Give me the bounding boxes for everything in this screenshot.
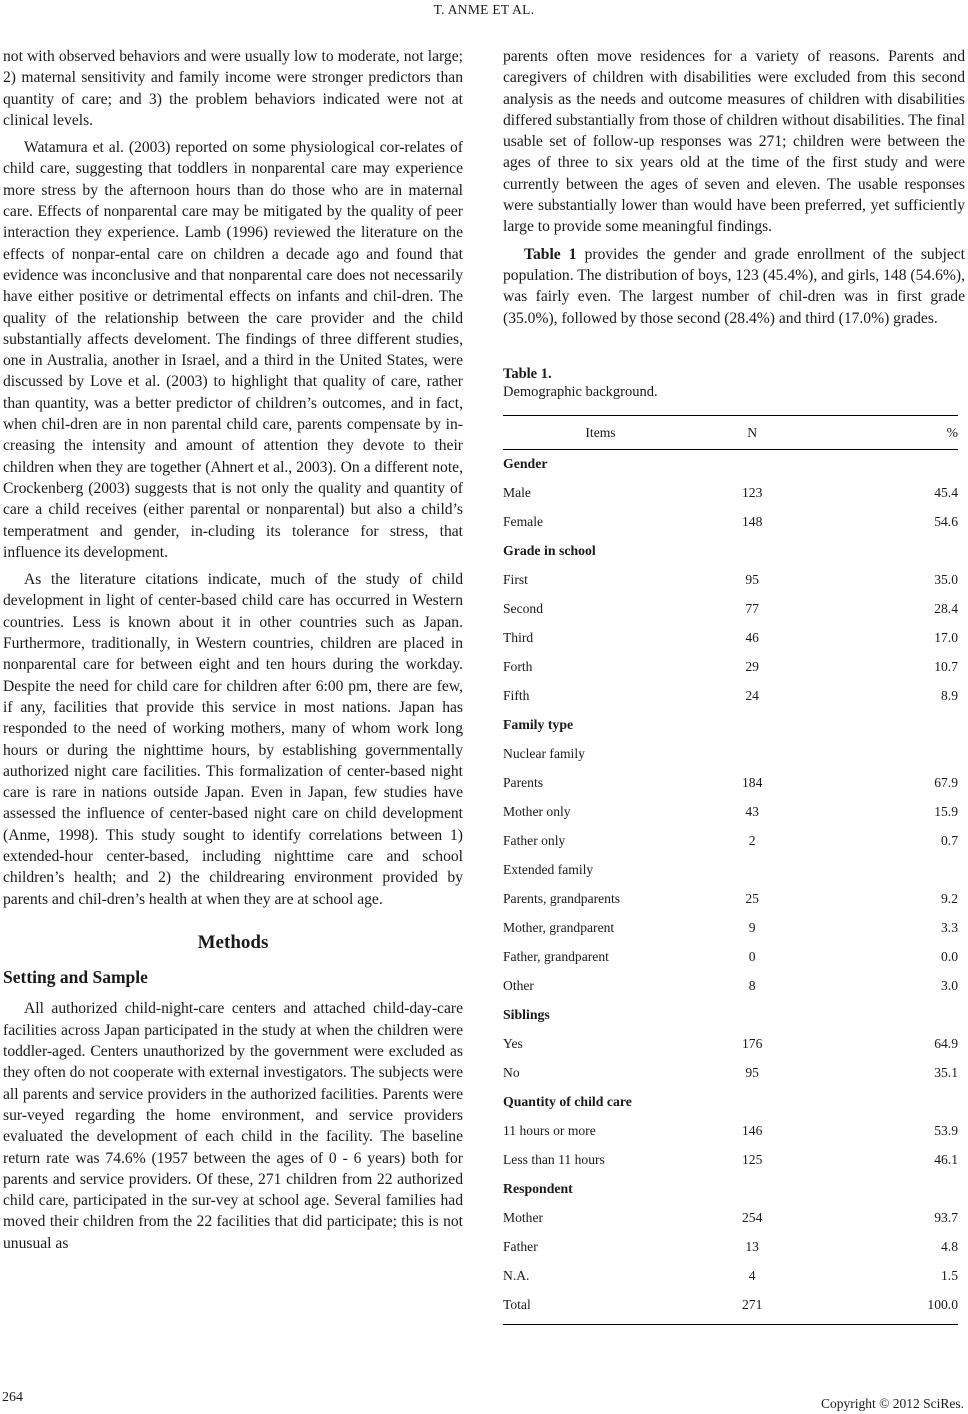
- page-number: 264: [2, 1390, 23, 1405]
- row-label: Father, grandparent: [503, 948, 609, 964]
- row-label: Mother, grandparent: [503, 919, 615, 935]
- row-percent: 17.0: [934, 629, 958, 645]
- row-percent: 35.1: [934, 1064, 958, 1080]
- row-n: 77: [745, 600, 759, 616]
- table-row: [503, 943, 958, 972]
- table-row: [503, 914, 958, 943]
- row-label: Female: [503, 513, 544, 529]
- table-label: Table 1.: [503, 365, 552, 382]
- header-items: Items: [503, 415, 698, 449]
- row-label: First: [503, 571, 528, 587]
- row-label: Father: [503, 1238, 538, 1254]
- row-percent: 4.8: [941, 1238, 958, 1254]
- table-row: [503, 624, 958, 653]
- table-reference: Table 1: [524, 245, 577, 263]
- row-label: Total: [503, 1291, 698, 1325]
- row-percent: 45.4: [934, 484, 958, 500]
- row-percent: 10.7: [934, 658, 958, 674]
- table-row: [503, 1233, 958, 1262]
- row-percent: 0.0: [941, 948, 958, 964]
- table-row: [503, 595, 958, 624]
- row-percent: 3.3: [941, 919, 958, 935]
- row-n: 95: [745, 1064, 759, 1080]
- row-percent: 1.5: [941, 1267, 958, 1283]
- table-row: [503, 1146, 958, 1175]
- table-row: [503, 827, 958, 856]
- body-paragraph: Watamura et al. (2003) reported on some physiological cor-relates of child care, suggesting that toddlers in nonparental care may experience more stress by the afternoon hours than do those who are in maternal care. Effects of nonparental care may be mitigated by the quality of peer interaction they experience. Lamb (1996) reviewed the literature on the effects of nonpar-ental care on children a decade ago and found that evidence was inconclusive and that nonparental care does not necessarily have either positive or detrimental effects on infants and chil-dren. The quality of the relationship between the care provider and the child substantially affects develoment. The findings of three different studies, one in Australia, another in Israel, and a third in the United States, were discussed by Love et al. (2003) to highlight that quality of care, rather than quantity, was a better predictor of children’s outcomes, and in fact, when chil-dren are in non parental child care, parents compensate by in-creasing the intensity and amount of attention they devote to their children when they are together (Ahnert et al., 2003). On a different note, Crockenberg (2003) suggests that is not only the quality and quantity of care a child receives (either parental or nonparental) but also a child’s temperatment and gender, in-cluding its tolerance for stress, that influence its development.: [3, 139, 463, 561]
- row-n: 8: [748, 977, 756, 993]
- row-percent: 64.9: [934, 1035, 958, 1051]
- row-label: Yes: [503, 1035, 523, 1051]
- row-percent: 93.7: [934, 1209, 958, 1225]
- row-label: Forth: [503, 658, 533, 674]
- category-row: [503, 449, 958, 479]
- running-head: T. ANME ET AL.: [433, 2, 535, 17]
- subgroup-label: Extended family: [503, 861, 594, 877]
- row-n: 148: [741, 513, 763, 529]
- row-n: 24: [745, 687, 759, 703]
- total-row: [503, 1291, 958, 1325]
- table-header-row: [503, 415, 958, 449]
- row-label: Less than 11 hours: [503, 1151, 605, 1167]
- row-percent: 54.6: [934, 513, 958, 529]
- body-paragraph: not with observed behaviors and were usually low to moderate, not large; 2) maternal sensitivity and family income were stronger predictors than quantity of care; and 3) the problem behaviors indicated were not at clinical levels.: [3, 48, 463, 129]
- right-column: [503, 46, 965, 1325]
- row-n: 0: [748, 948, 756, 964]
- row-percent: 35.0: [934, 571, 958, 587]
- body-paragraph: [503, 244, 965, 329]
- subgroup-label: Nuclear family: [503, 745, 585, 761]
- body-paragraph: parents often move residences for a variety of reasons. Parents and caregivers of children with disabilities were excluded from this second analysis as the needs and outcome measures of children with disabilities differed substantially from those of children without disabilities. The final usable set of follow-up responses was 271; children were between the ages of three to six years old at the time of the first study and were currently between the ages of seven and eleven. The usable responses were substantially lower than would have been preferred, yet sufficiently large to provide some meaningful findings.: [503, 48, 965, 236]
- header-n: N: [698, 415, 806, 449]
- demographic-table: [503, 415, 958, 1325]
- row-percent: 28.4: [934, 600, 958, 616]
- row-label: Other: [503, 977, 534, 993]
- section-heading-methods: Methods: [197, 931, 269, 953]
- table-row: [503, 1059, 958, 1088]
- category-row: [503, 711, 958, 740]
- table-row: [503, 972, 958, 1001]
- row-label: Second: [503, 600, 544, 616]
- body-paragraph: As the literature citations indicate, much of the study of child development in light of center-based child care has occurred in Western countries. Less is known about it in other countries such as Japan. Furthermore, traditionally, in Western countries, children are placed in nonparental care for between eight and ten hours during the workday. Despite the need for child care for children after 6:00 pm, there are few, if any, facilities that provide this service in most nations. Japan has responded to the need of working mothers, many of whom work long hours or during the nighttime hours, by establishing governmentally authorized night care facilities. This formalization of center-based night care is rare in nations outside Japan. Even in Japan, few studies have assessed the influence of center-based night care on child development (Anme, 1998). This study sought to identify correlations between 1) extended-hour center-based, including nighttime care and school children’s health; and 2) the childrearing environment provided by parents and chil-dren’s health at when they are at school age.: [3, 571, 463, 908]
- subgroup-row: [503, 856, 958, 885]
- row-label: Third: [503, 629, 534, 645]
- table-row: [503, 479, 958, 508]
- row-percent: 67.9: [934, 774, 958, 790]
- body-text: provides the gender and grade enrollment of the subject population. The distribution of boys, 123 (45.4%), and girls, 148 (54.6%), was fairly even. The largest number of chil-dren was in first grade (35.0%), followed by those second (28.4%) and third (17.0%) grades.: [503, 245, 965, 327]
- category-label: Siblings: [503, 1006, 550, 1022]
- row-label: Male: [503, 484, 531, 500]
- row-n: 95: [745, 571, 759, 587]
- table-row: [503, 653, 958, 682]
- row-n: 184: [741, 774, 763, 790]
- row-n: 25: [745, 890, 759, 906]
- row-label: Parents, grandparents: [503, 890, 621, 906]
- row-n: 254: [741, 1209, 763, 1225]
- row-n: 4: [748, 1267, 756, 1283]
- table-row: [503, 566, 958, 595]
- row-percent: 3.0: [941, 977, 958, 993]
- category-row: [503, 537, 958, 566]
- row-n: 13: [745, 1238, 759, 1254]
- copyright-notice: Copyright © 2012 SciRes.: [820, 1396, 964, 1411]
- row-percent: 0.7: [941, 832, 958, 848]
- category-row: [503, 1088, 958, 1117]
- category-label: Gender: [503, 455, 548, 471]
- subgroup-row: [503, 740, 958, 769]
- table-row: [503, 885, 958, 914]
- table-caption: [503, 365, 965, 401]
- category-label: Grade in school: [503, 542, 596, 558]
- table-row: [503, 1030, 958, 1059]
- row-label: 11 hours or more: [503, 1122, 596, 1138]
- category-row: [503, 1175, 958, 1204]
- row-percent: 53.9: [934, 1122, 958, 1138]
- row-label: N.A.: [503, 1267, 530, 1283]
- table-title: Demographic background.: [503, 383, 658, 400]
- row-label: Parents: [503, 774, 544, 790]
- category-label: Respondent: [503, 1180, 573, 1196]
- row-n: 2: [748, 832, 756, 848]
- row-n: 43: [745, 803, 759, 819]
- body-paragraph: All authorized child-night-care centers and attached child-day-care facilities across Japan participated in the study at when the children were toddler-aged. Centers unauthorized by the government were excluded as they often do not cooperate with external investigators. The subjects were all parents and service providers in the authorized facilities. Parents were sur-veyed regarding the home environment, and service providers evaluated the development of each child in the facility. The baseline return rate was 74.6% (1957 between the ages of 0 - 6 years) both for parents and service providers. Of these, 271 children from 22 authorized child care, participated in the sur-vey at school age. Several families had moved their children from the 22 facilities that did participate; this is not unusual as: [3, 1000, 464, 1252]
- row-n: 271: [698, 1291, 806, 1325]
- row-n: 29: [745, 658, 759, 674]
- row-label: No: [503, 1064, 520, 1080]
- left-column: [3, 46, 463, 1254]
- header-percent: %: [806, 415, 958, 449]
- row-n: 46: [745, 629, 759, 645]
- row-n: 123: [741, 484, 763, 500]
- row-label: Mother only: [503, 803, 571, 819]
- table-row: [503, 1262, 958, 1291]
- row-n: 9: [748, 919, 756, 935]
- row-label: Father only: [503, 832, 566, 848]
- category-row: [503, 1001, 958, 1030]
- table-row: [503, 682, 958, 711]
- table-row: [503, 769, 958, 798]
- table-row: [503, 1204, 958, 1233]
- row-percent: 8.9: [941, 687, 958, 703]
- row-percent: 100.0: [806, 1291, 958, 1325]
- table-row: [503, 508, 958, 537]
- subsection-heading-setting: Setting and Sample: [3, 967, 148, 988]
- row-label: Mother: [503, 1209, 544, 1225]
- table-row: [503, 798, 958, 827]
- row-percent: 15.9: [934, 803, 958, 819]
- row-percent: 9.2: [941, 890, 958, 906]
- category-label: Quantity of child care: [503, 1093, 632, 1109]
- category-label: Family type: [503, 716, 574, 732]
- row-n: 125: [741, 1151, 763, 1167]
- row-n: 146: [741, 1122, 763, 1138]
- row-n: 176: [741, 1035, 763, 1051]
- row-percent: 46.1: [934, 1151, 958, 1167]
- table-row: [503, 1117, 958, 1146]
- row-label: Fifth: [503, 687, 530, 703]
